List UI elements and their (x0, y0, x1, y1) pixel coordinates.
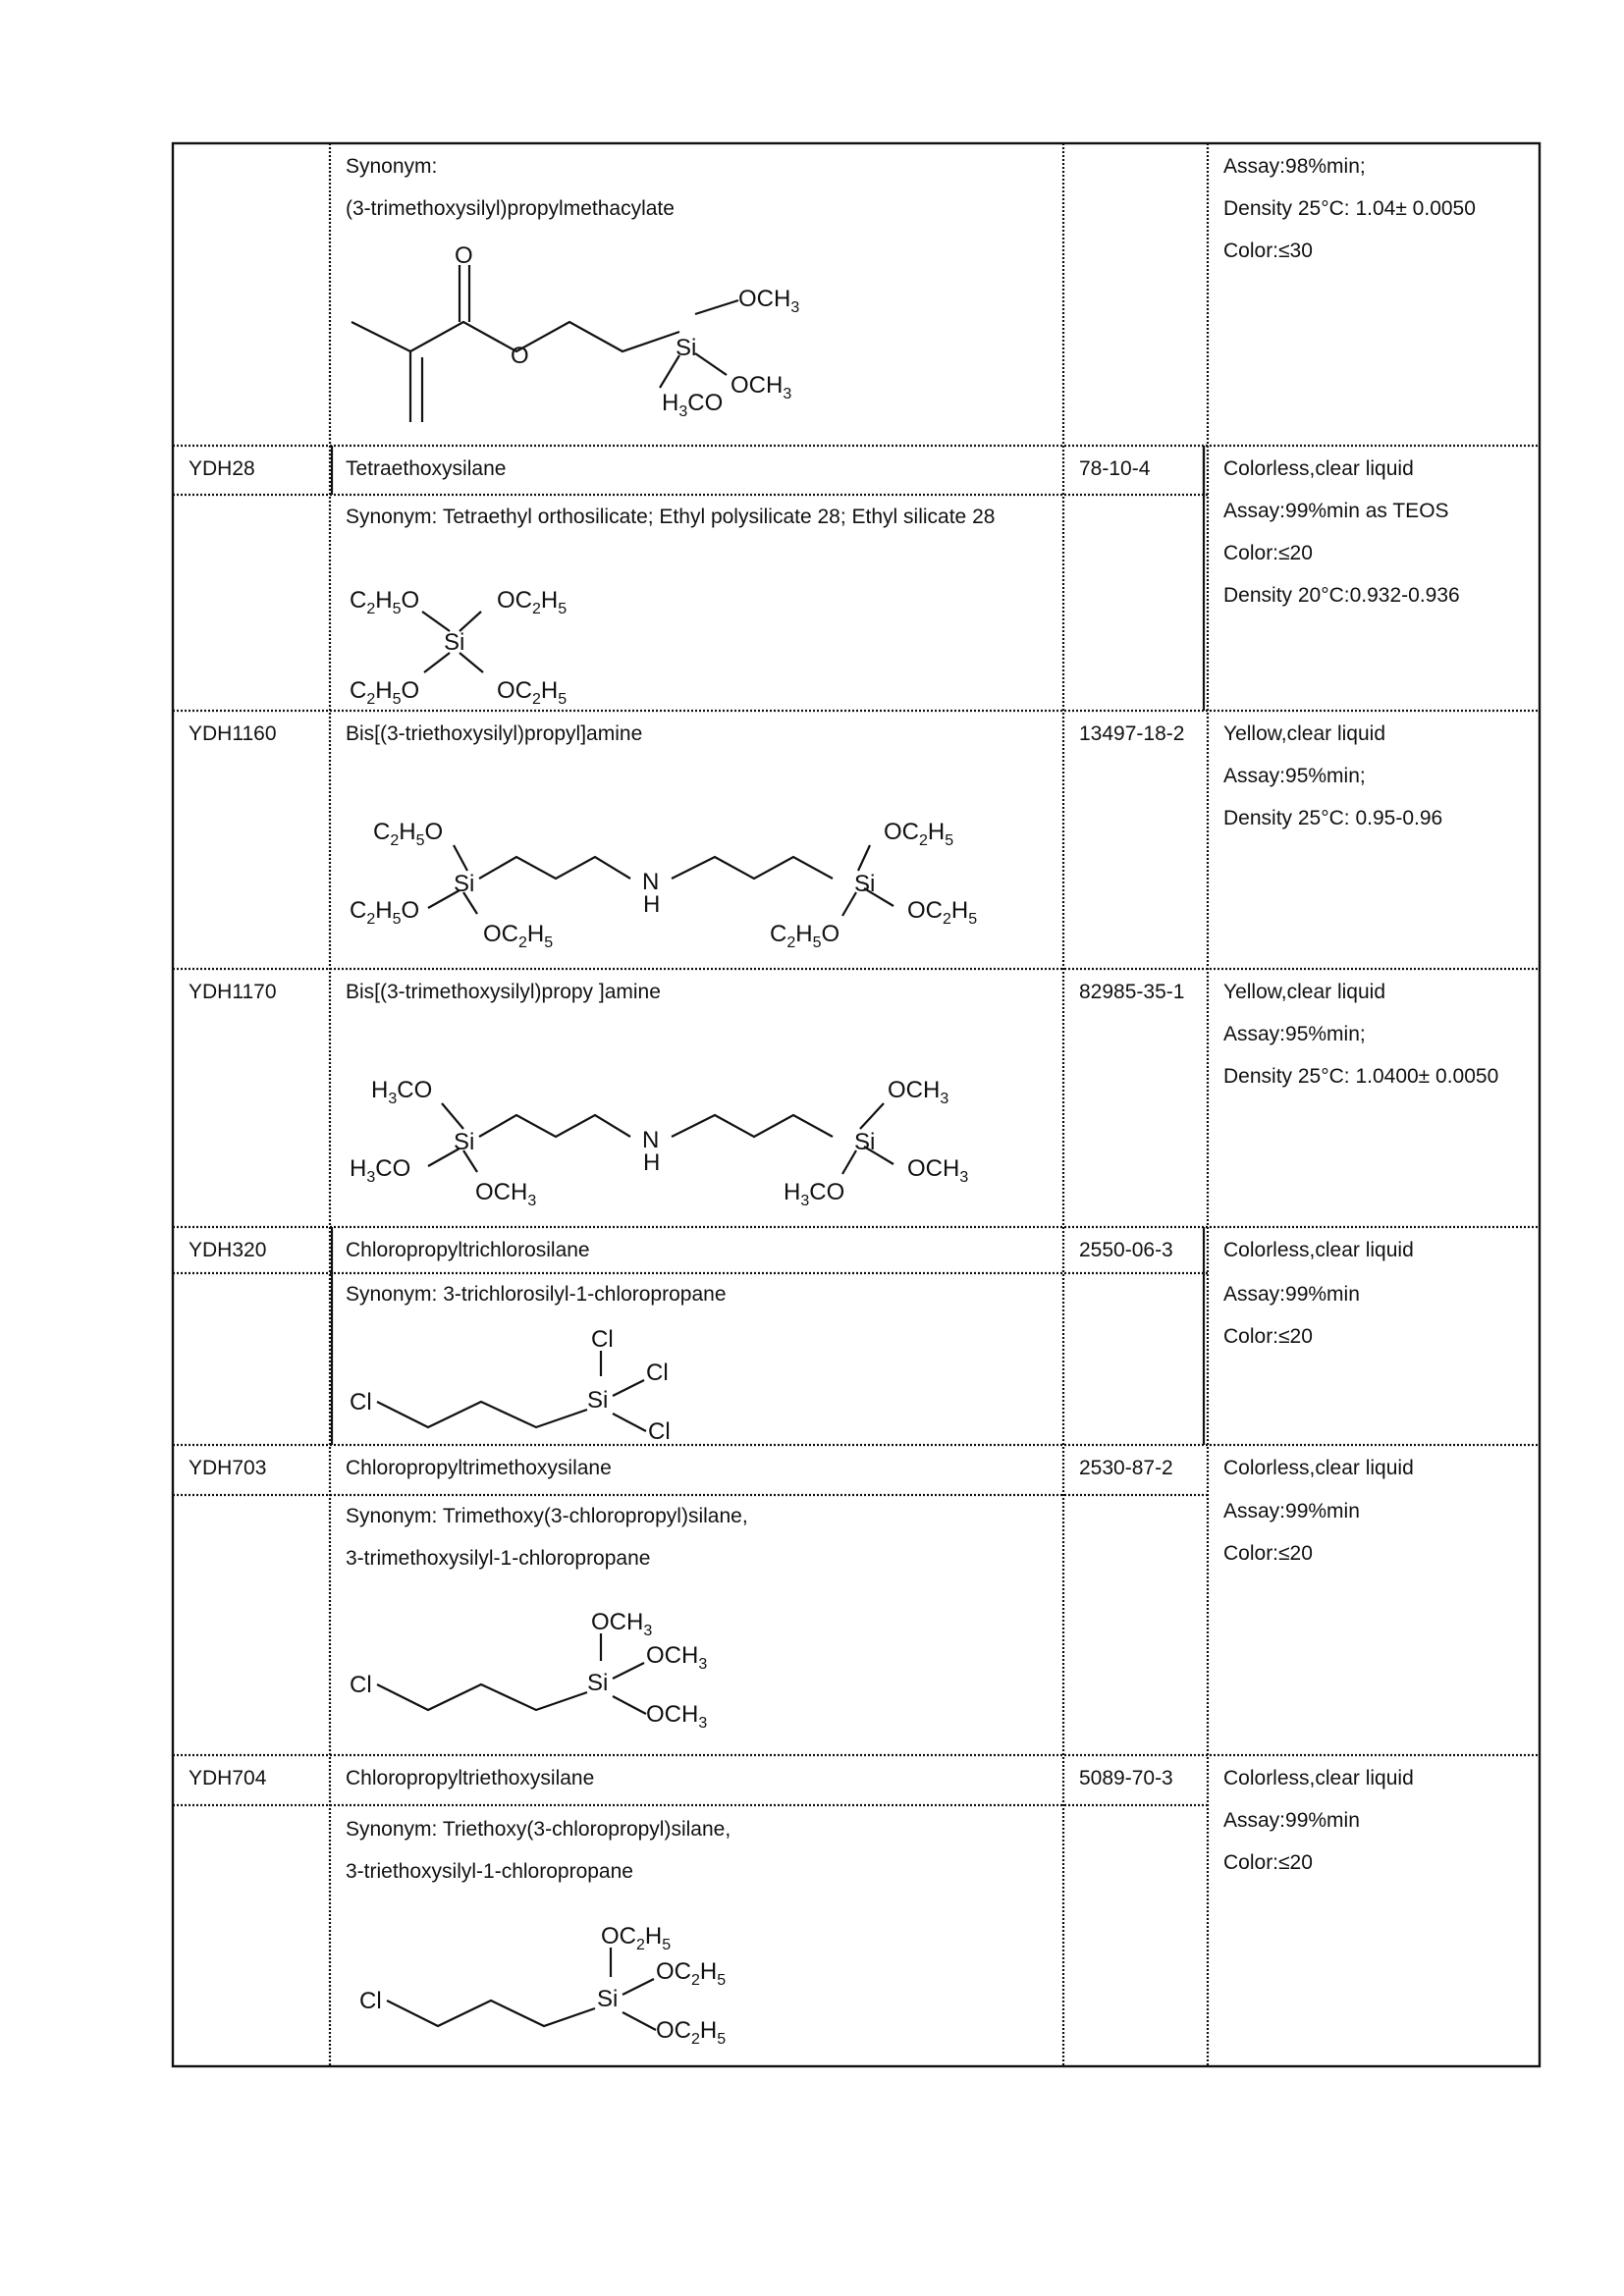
atom-si-right: Si (854, 1129, 876, 1155)
atom-si-left: Si (454, 1129, 475, 1155)
cas-number: 82985-35-1 (1079, 981, 1185, 1003)
cas-number: 5089-70-3 (1079, 1767, 1173, 1789)
atom-cl-top: Cl (591, 1326, 614, 1353)
atom-oc2h5-right: $OC_2H_5$ (656, 1958, 727, 1989)
atom-cl-bottom: Cl (648, 1418, 671, 1443)
spec-color: Color:≤30 (1223, 240, 1313, 262)
atom-c2h5o-right-bottom: $C_2H_5O$ (770, 921, 840, 951)
spec-appearance: Colorless,clear liquid (1223, 1239, 1414, 1261)
spec-density: Density 20°C:0.932-0.936 (1223, 584, 1460, 607)
product-code: YDH1170 (189, 981, 277, 1003)
spec-density: Density 25°C: 1.04± 0.0050 (1223, 197, 1476, 220)
spec-appearance: Colorless,clear liquid (1223, 1767, 1414, 1789)
atom-och3-right: $OCH_3$ (646, 1642, 708, 1673)
spec-density: Density 25°C: 0.95-0.96 (1223, 807, 1443, 829)
atom-c2h5o-bl: $C_2H_5O$ (350, 677, 420, 707)
atom-si: Si (597, 1986, 619, 2012)
atom-och3-bottom: $OCH_3$ (646, 1701, 708, 1732)
spec-assay: Assay:95%min; (1223, 765, 1366, 787)
atom-ester-o: O (511, 343, 529, 369)
atom-oc2h5-tr: $OC_2H_5$ (497, 587, 568, 617)
atom-oc2h5-left-bottom: $OC_2H_5$ (483, 921, 554, 951)
atom-oc2h5-br: $OC_2H_5$ (497, 677, 568, 707)
atom-nh-h: H (643, 1149, 661, 1176)
atom-och3-top-right: $OCH_3$ (888, 1077, 949, 1107)
synonym-text-2: 3-triethoxysilyl-1-chloropropane (346, 1860, 633, 1883)
synonym-label: Synonym: (346, 155, 438, 178)
atom-oc2h5-top-right: $OC_2H_5$ (884, 819, 954, 849)
structure-teos (334, 574, 628, 707)
product-code: YDH28 (189, 457, 255, 480)
product-code: YDH320 (189, 1239, 267, 1261)
atom-och3-top: $OCH_3$ (738, 286, 800, 316)
product-code: YDH703 (189, 1457, 267, 1479)
atom-cl: Cl (350, 1672, 372, 1698)
structure-chloropropyltrimethoxysilane (334, 1600, 746, 1737)
spec-assay: Assay:99%min as TEOS (1223, 500, 1449, 522)
atom-si: Si (587, 1387, 609, 1414)
atom-c2h5o-tl: $C_2H_5O$ (350, 587, 420, 617)
spec-color: Color:≤20 (1223, 1851, 1313, 1874)
atom-c2h5o-top: $C_2H_5O$ (373, 819, 444, 849)
synonym-text: Synonym: 3-trichlorosilyl-1-chloropropane (346, 1283, 727, 1306)
atom-och3-right: $OCH_3$ (731, 372, 792, 402)
spec-assay: Assay:99%min (1223, 1809, 1360, 1832)
spec-assay: Assay:99%min (1223, 1500, 1360, 1522)
cas-number: 2550-06-3 (1079, 1239, 1173, 1261)
product-name: Chloropropyltrichlorosilane (346, 1239, 590, 1261)
product-name: Bis[(3-trimethoxysilyl)propy ]amine (346, 981, 661, 1003)
atom-h3co-top: $H_3CO$ (371, 1077, 433, 1107)
atom-si: Si (444, 629, 465, 656)
spec-appearance: Colorless,clear liquid (1223, 457, 1414, 480)
atom-carbonyl-o: O (455, 242, 473, 269)
structure-bis-trimethoxysilylpropylamine (334, 1068, 1041, 1215)
cas-number: 78-10-4 (1079, 457, 1151, 480)
atom-nh-h: H (643, 891, 661, 918)
atom-n: N (642, 869, 660, 895)
atom-och3-left-bottom: $OCH_3$ (475, 1179, 537, 1209)
synonym-text: Synonym: Tetraethyl orthosilicate; Ethyl polysilicate 28; Ethyl silicate 28 (346, 506, 996, 528)
structure-chloropropyltriethoxysilane (334, 1914, 766, 2056)
synonym-text: Synonym: Trimethoxy(3-chloropropyl)silane, (346, 1505, 748, 1527)
atom-c2h5o-left: $C_2H_5O$ (350, 897, 420, 928)
spec-appearance: Colorless,clear liquid (1223, 1457, 1414, 1479)
atom-h3co-right-bottom: $H_3CO$ (784, 1179, 845, 1209)
product-name: Bis[(3-triethoxysilyl)propyl]amine (346, 722, 643, 745)
atom-oc2h5-top: $OC_2H_5$ (601, 1923, 672, 1953)
atom-och3-top: $OCH_3$ (591, 1609, 653, 1639)
spec-appearance: Yellow,clear liquid (1223, 722, 1385, 745)
spec-assay: Assay:99%min (1223, 1283, 1360, 1306)
product-name: Chloropropyltriethoxysilane (346, 1767, 595, 1789)
product-name: Tetraethoxysilane (346, 457, 507, 480)
atom-h3co-left: $H_3CO$ (350, 1155, 411, 1186)
atom-cl-right: Cl (646, 1360, 669, 1386)
spec-appearance: Yellow,clear liquid (1223, 981, 1385, 1003)
atom-si: Si (676, 335, 697, 361)
structure-chloropropyltrichlorosilane (334, 1315, 687, 1443)
cas-number: 13497-18-2 (1079, 722, 1185, 745)
atom-cl: Cl (359, 1988, 382, 2014)
structure-bis-triethoxysilylpropylamine (334, 810, 1041, 957)
spec-assay: Assay:95%min; (1223, 1023, 1366, 1045)
structure-methacrylate-silane (334, 236, 884, 432)
atom-cl-left: Cl (350, 1389, 372, 1415)
atom-n: N (642, 1127, 660, 1153)
atom-si-left: Si (454, 871, 475, 897)
synonym-text: Synonym: Triethoxy(3-chloropropyl)silane, (346, 1818, 731, 1841)
spec-color: Color:≤20 (1223, 1542, 1313, 1565)
atom-och3-right: $OCH_3$ (907, 1155, 969, 1186)
atom-oc2h5-right: $OC_2H_5$ (907, 897, 978, 928)
synonym-text-2: 3-trimethoxysilyl-1-chloropropane (346, 1547, 651, 1570)
product-code: YDH1160 (189, 722, 277, 745)
spec-color: Color:≤20 (1223, 1325, 1313, 1348)
product-name: Chloropropyltrimethoxysilane (346, 1457, 612, 1479)
atom-si: Si (587, 1670, 609, 1696)
atom-oc2h5-bottom: $OC_2H_5$ (656, 2017, 727, 2048)
product-code: YDH704 (189, 1767, 267, 1789)
spec-assay: Assay:98%min; (1223, 155, 1366, 178)
atom-h3co: $H_3CO$ (662, 390, 724, 420)
synonym-text: (3-trimethoxysilyl)propylmethacylate (346, 197, 675, 220)
spec-color: Color:≤20 (1223, 542, 1313, 564)
spec-density: Density 25°C: 1.0400± 0.0050 (1223, 1065, 1499, 1088)
cas-number: 2530-87-2 (1079, 1457, 1173, 1479)
atom-si-right: Si (854, 871, 876, 897)
